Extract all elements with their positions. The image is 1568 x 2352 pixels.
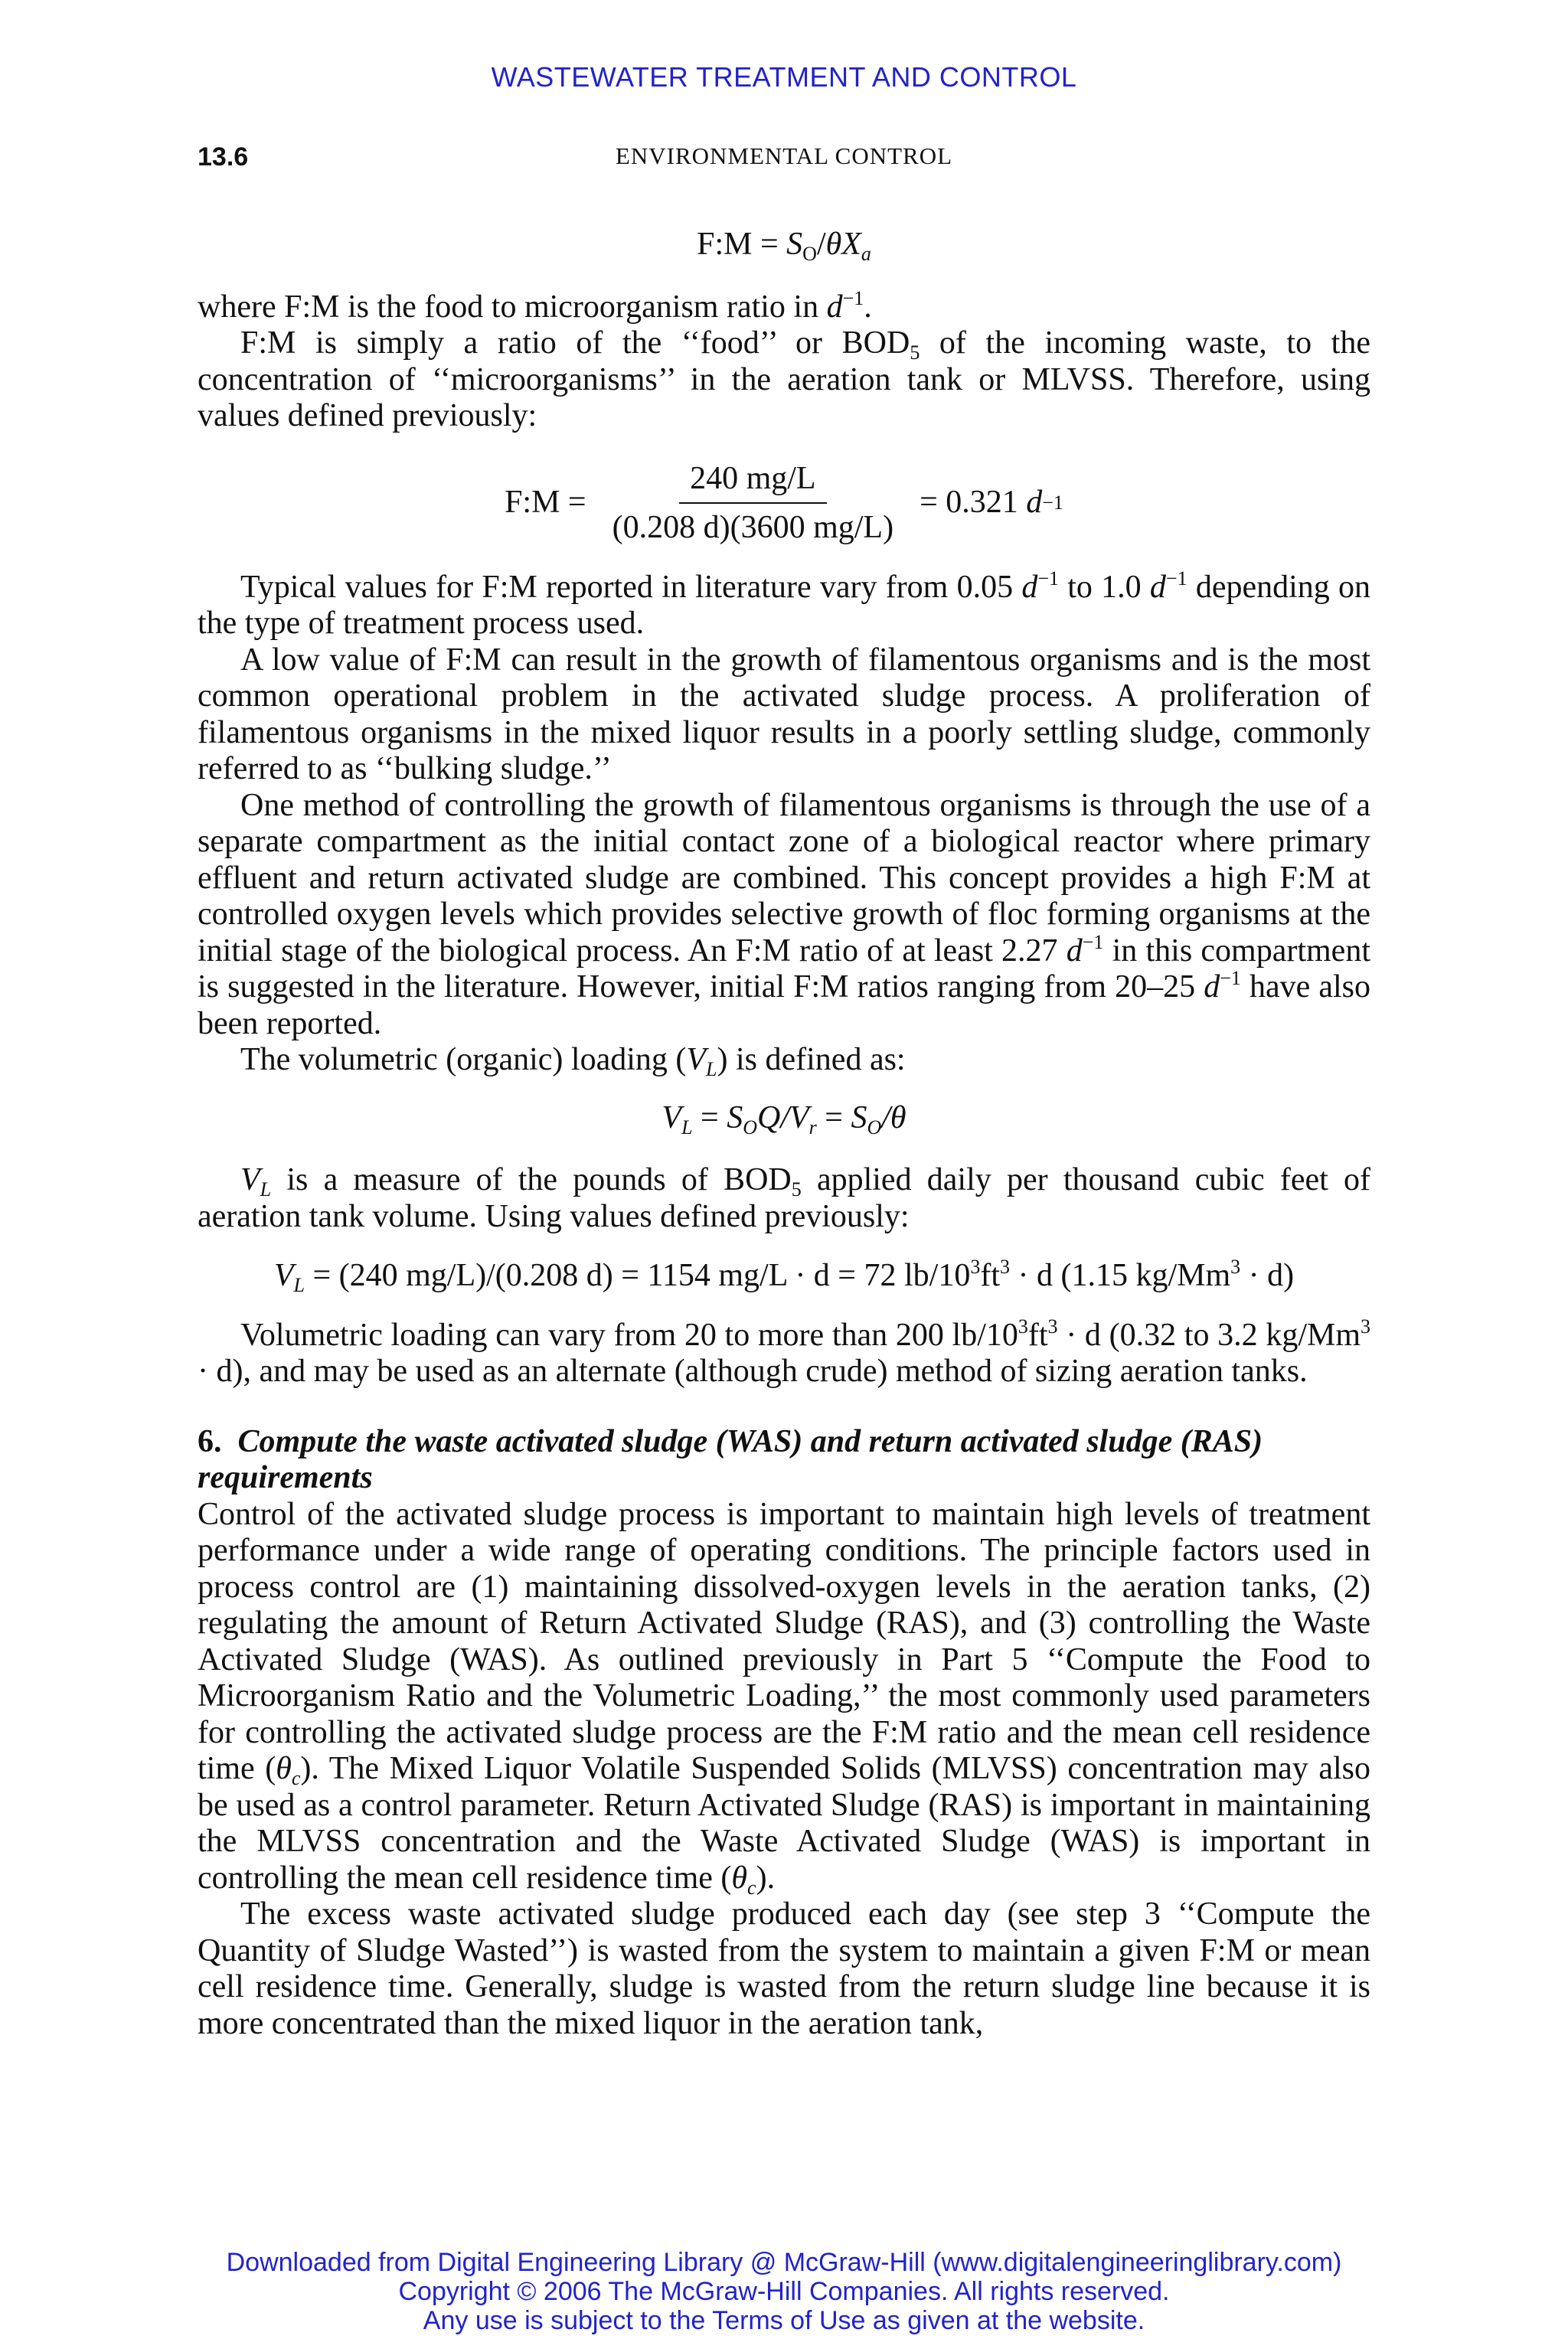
- footer-copyright: Copyright © 2006 The McGraw-Hill Companies. All rights reserved.: [398, 2277, 1170, 2306]
- running-head: [198, 142, 1370, 176]
- equation-fm-definition: F:M = $S_O/\theta X_a$: [697, 227, 871, 265]
- paragraph-low-fm: A low value of F:M can result in the growth of filamentous organisms and is the most common operational problem in the activated sludge process. A proliferation of filamentous organisms in the mixed liquor results in a poorly settling sludge, commonly referred to as ‘‘bulking sludge.’’: [198, 642, 1370, 786]
- footer-download-link[interactable]: Downloaded from Digital Engineering Library @ McGraw-Hill (www.digitalengineeringlibrary.com): [226, 2248, 1342, 2277]
- paragraph-excess-sludge: The excess waste activated sludge produced each day (see step 3 ‘‘Compute the Quantity of Sludge Wasted’’) is wasted from the system to maintain a given F:M or mean cell residence time. Generally, sludge is wasted from the return sludge line because it is more concentrated than the mixed liquor in the aeration tank,: [198, 1896, 1370, 2041]
- chapter-banner: WASTEWATER TREATMENT AND CONTROL: [491, 61, 1077, 93]
- section-heading: [198, 1424, 1370, 1497]
- section-title: Compute the waste activated sludge (WAS) and return activated sludge (RAS) requirements: [198, 1423, 1263, 1495]
- paragraph-filamentous-control: One method of controlling the growth of filamentous organisms is through the use of a separate compartment as the initial contact zone of a biological reactor where primary effluent and return activated sludge are combined. This concept provides a high F:M at controlled oxygen levels which provides selective growth of floc forming organisms at the initial stage of the biological process. An F:M ratio of at least 2.27 $d^{-1}$ in this compartment is suggested in the literature. However, initial F:M ratios ranging from 20–25 $d^{-1}$ have also been reported.: [198, 787, 1370, 1041]
- running-title: ENVIRONMENTAL CONTROL: [615, 142, 953, 169]
- equation-vl-calculation: $V_L = (240$ mg/L)/(0.208 d) = 1154 mg/L · d = 72 $lb/10^3ft^3 \cdot d$ (1.15 $kg/Mm^3 \cdot d$): [273, 1256, 1295, 1296]
- paragraph-fm-ratio: F:M is simply a ratio of the ‘‘food’’ or $BOD_5$ of the incoming waste, to the concentration of ‘‘microorganisms’’ in the aeration tank or MLVSS. Therefore, using values defined previously:: [198, 325, 1370, 433]
- fraction-denominator: (0.208 d)(3600 mg/L): [612, 509, 894, 545]
- paragraph-vl-measure: $V_L$ is a measure of the pounds of $BOD_5$ applied daily per thousand cubic feet of aeration tank volume. Using values defined previously:: [198, 1162, 1370, 1234]
- copyright-footer: [0, 2248, 1568, 2335]
- paragraph-fm-where: where F:M is the food to microorganism ratio in $d^{-1}$.: [198, 286, 872, 325]
- fraction-numerator: 240 mg/L: [679, 458, 827, 504]
- paragraph-typical-values: Typical values for F:M reported in literature vary from 0.05 $d^{-1}$ to 1.0 $d^{-1}$ depending on the type of treatment process used.: [198, 567, 1371, 641]
- footer-terms: Any use is subject to the Terms of Use as given at the website.: [423, 2306, 1145, 2335]
- fraction: [602, 458, 904, 548]
- page-number: 13.6: [198, 142, 249, 172]
- paragraph-volumetric-range: Volumetric loading can vary from 20 to more than 200 $lb/10^3ft^3 \cdot d$ (0.32 to 3.2 $kg/Mm^3 \cdot d$), and may be used as an alternate (although crude) method of sizing aeration tanks.: [198, 1315, 1370, 1389]
- paragraph-process-control: Control of the activated sludge process is important to maintain high levels of treatment performance under a wide range of operating conditions. The principle factors used in process control are (1) maintaining dissolved-oxygen levels in the aeration tanks, (2) regulating the amount of Return Activated Sludge (RAS), and (3) controlling the Waste Activated Sludge (WAS). As outlined previously in Part 5 ‘‘Compute the Food to Microorganism Ratio and the Volumetric Loading,’’ the most commonly used parameters for controlling the activated sludge process are the F:M ratio and the mean cell residence time $(\theta_c)$. The Mixed Liquor Volatile Suspended Solids (MLVSS) concentration may also be used as a control parameter. Return Activated Sludge (RAS) is important in maintaining the MLVSS concentration and the Waste Activated Sludge (WAS) is important in controlling the mean cell residence time $(\theta_c)$.: [198, 1496, 1370, 1899]
- equation-fm-calculation: F:M = $\frac{240 mg/L}{(0.208 d)(3600 mg/L)}$ = 0.321 d −1: [198, 458, 1370, 548]
- body-text: [198, 222, 1370, 2042]
- section-number: 6.: [198, 1423, 222, 1459]
- equation-volumetric-loading: $V_L = S_OQ/V_r = S_O/\theta$: [662, 1099, 906, 1138]
- paragraph-volumetric-intro: The volumetric (organic) loading $(V_L)$ is defined as:: [240, 1042, 906, 1080]
